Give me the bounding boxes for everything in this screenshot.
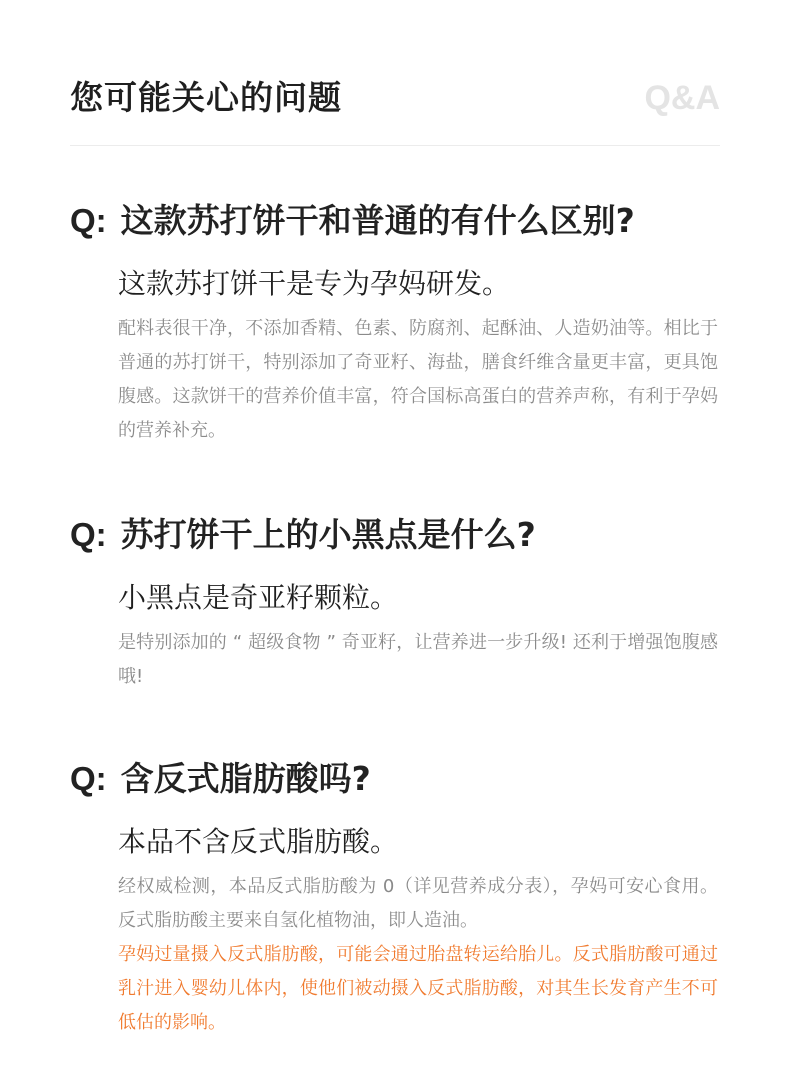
- question-heading: [70, 756, 730, 802]
- answer-body: 经权威检测，本品反式脂肪酸为 0（详见营养成分表），孕妈可安心食用。反式脂肪酸主要来自氢化植物油，即人造油。: [118, 876, 718, 931]
- answer-highlight-warning: 孕妈过量摄入反式脂肪酸，可能会通过胎盘转运给胎儿。反式脂肪酸可通过乳汁进入婴幼儿体内，使他们被动摄入反式脂肪酸，对其生长发育产生不可低估的影响。: [118, 944, 718, 1033]
- question-heading: [70, 512, 730, 558]
- page-title: 您可能关心的问题: [70, 78, 342, 117]
- header-divider: [70, 145, 720, 146]
- answer-body: 配料表很干净，不添加香精、色素、防腐剂、起酥油、人造奶油等。相比于普通的苏打饼干，特别添加了奇亚籽、海盐，膳食纤维含量更丰富，更具饱腹感。这款饼干的营养价值丰富，符合国标高蛋白的营养声称，有利于孕妈的营养补充。: [118, 318, 718, 441]
- answer-title: 本品不含反式脂肪酸。: [118, 825, 399, 858]
- answer-title: 这款苏打饼干是专为孕妈研发。: [118, 267, 511, 300]
- qa-watermark: Q&A: [644, 79, 720, 117]
- qa-item-trans-fat: [70, 756, 730, 1040]
- answer-title: 小黑点是奇亚籽颗粒。: [118, 581, 399, 614]
- answer-body: 是特别添加的 “ 超级食物 ” 奇亚籽，让营养进一步升级! 还利于增强饱腹感哦!: [118, 632, 718, 687]
- question-text: 苏打饼干上的小黑点是什么?: [120, 515, 536, 554]
- qa-item-black-dots: [70, 512, 730, 694]
- question-prefix: Q:: [70, 516, 107, 553]
- question-text: 含反式脂肪酸吗?: [120, 759, 371, 798]
- question-prefix: Q:: [70, 202, 107, 239]
- question-heading: [70, 198, 730, 244]
- question-prefix: Q:: [70, 760, 107, 797]
- qa-item-difference: [70, 198, 730, 448]
- question-text: 这款苏打饼干和普通的有什么区别?: [120, 201, 635, 240]
- page-header: [70, 74, 720, 122]
